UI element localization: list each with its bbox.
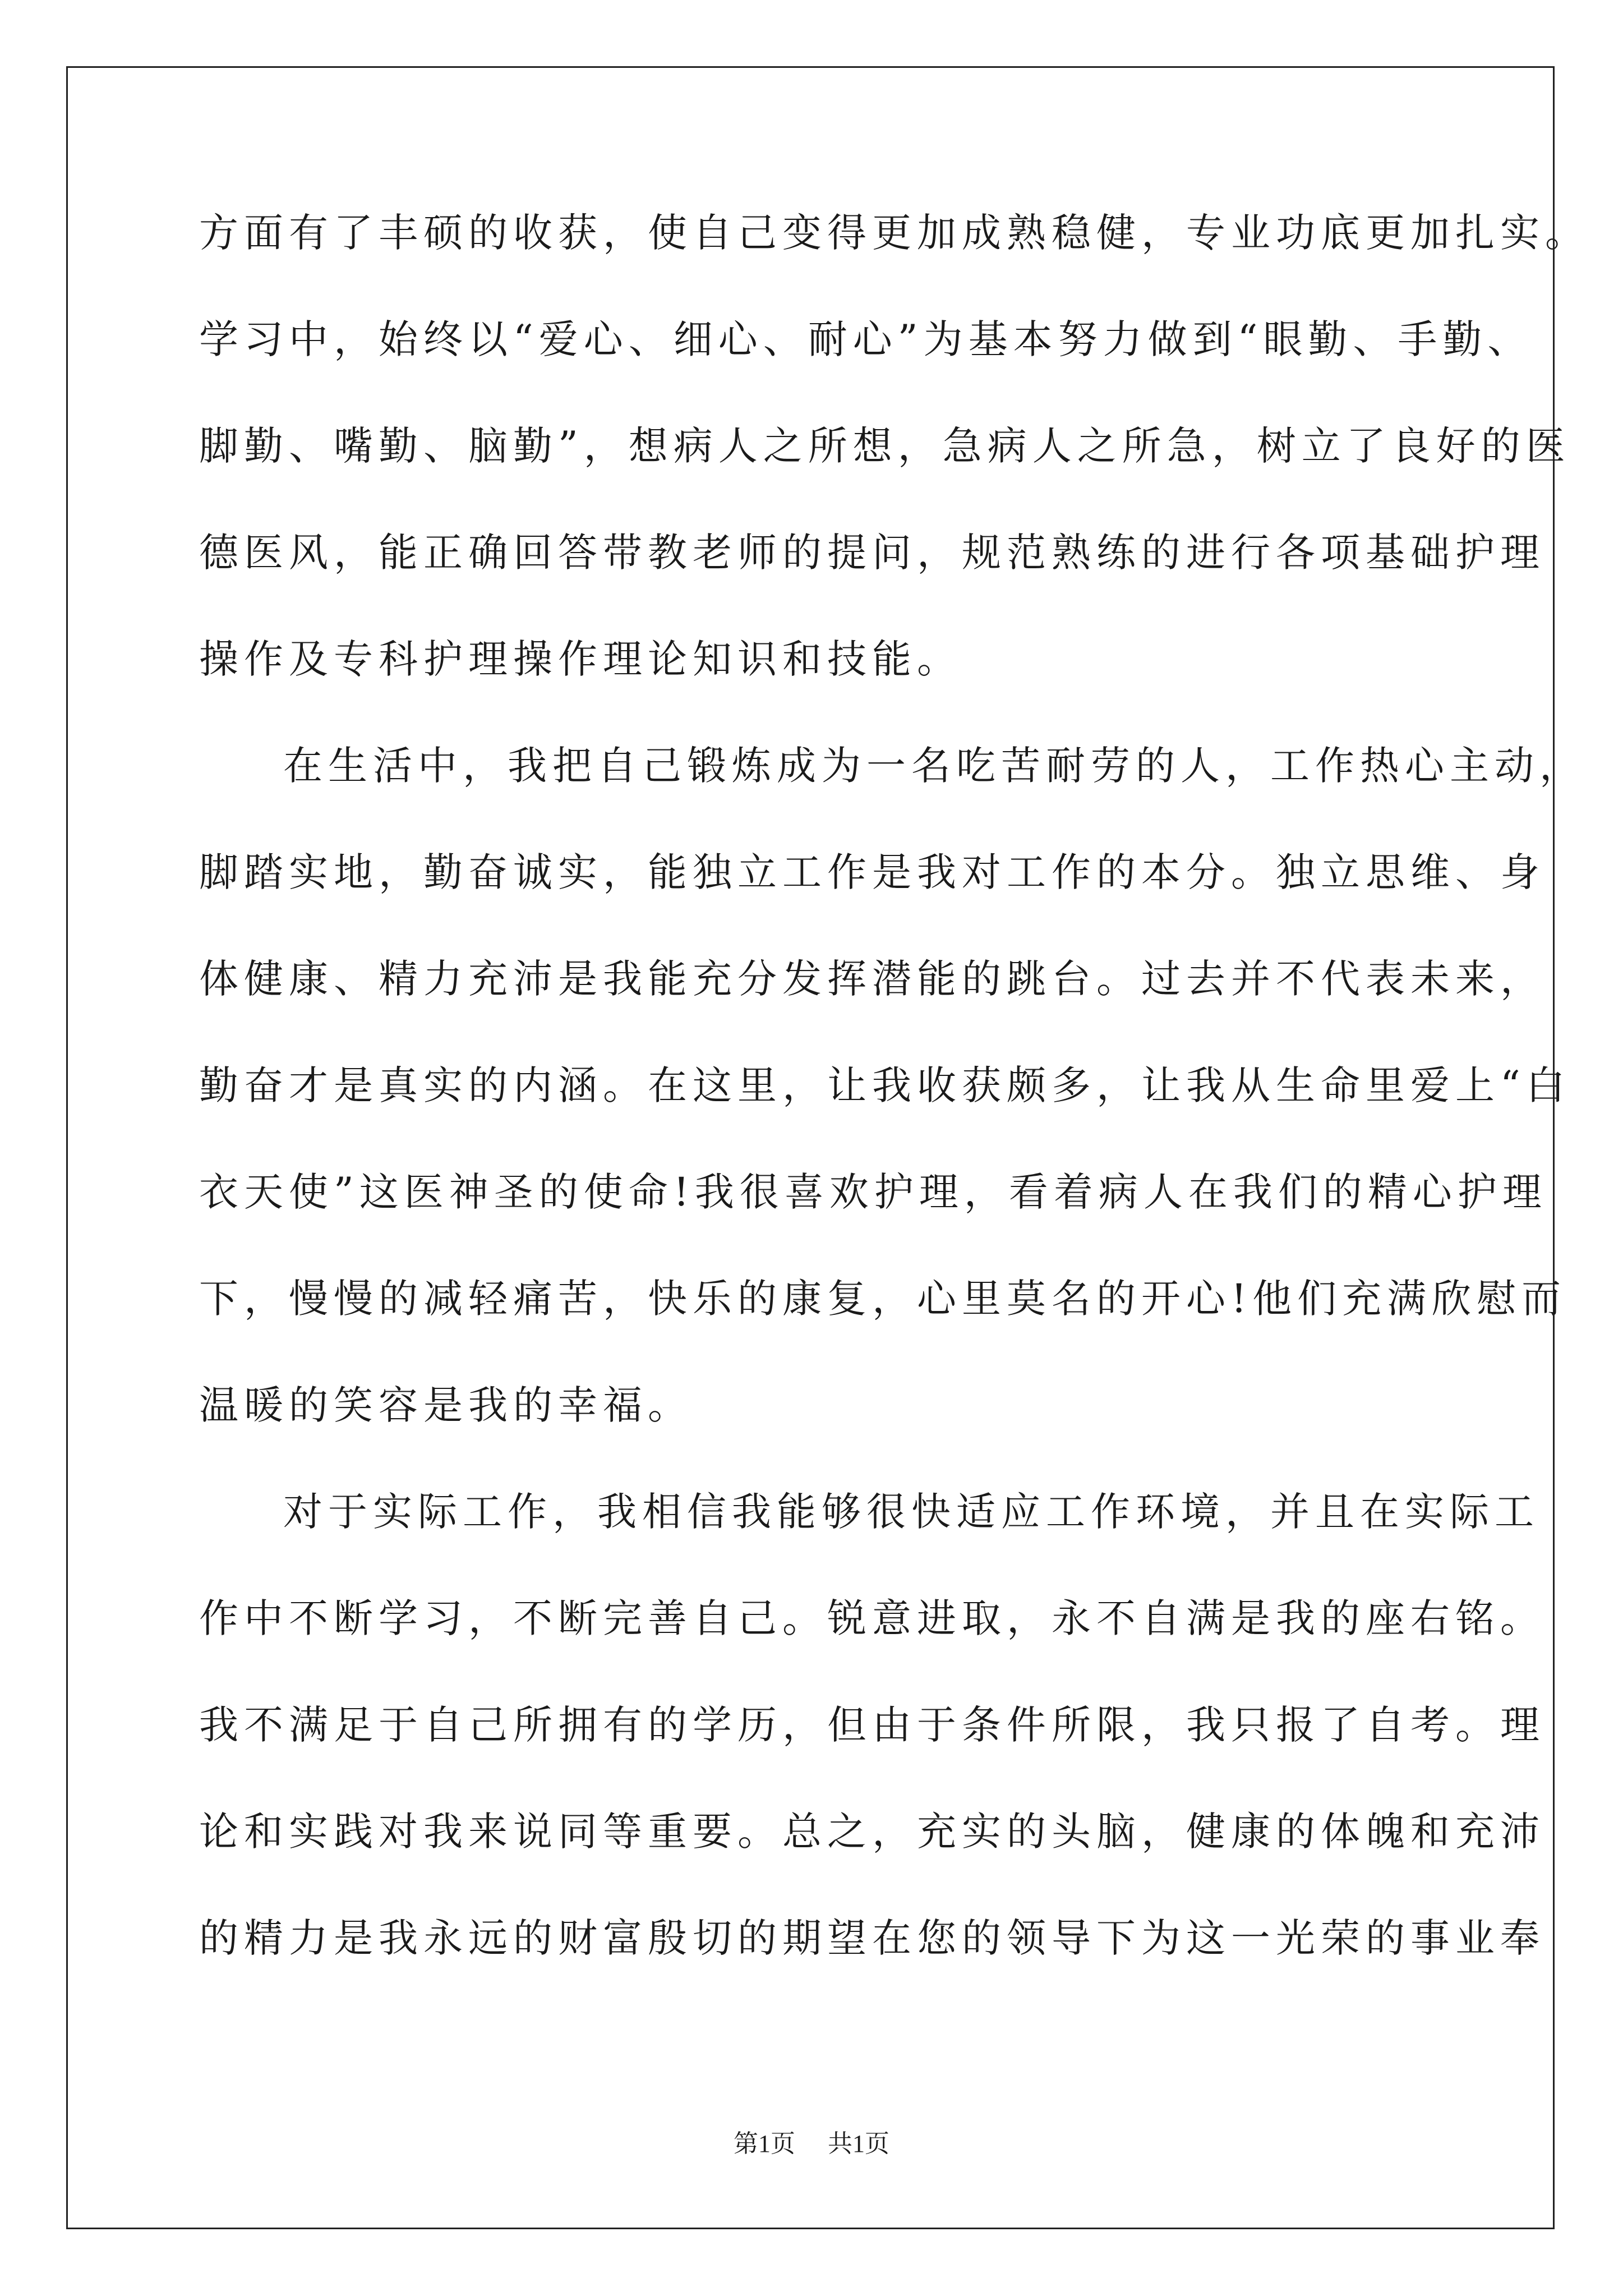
page-footer bbox=[0, 2127, 1623, 2161]
page-total: 共1页 bbox=[828, 2130, 889, 2157]
text-line: 的精力是我永远的财富殷切的期望在您的领导下为这一光荣的事业奉 bbox=[199, 1915, 1545, 1961]
text-line: 德医风，能正确回答带教老师的提问，规范熟练的进行各项基础护理 bbox=[199, 530, 1545, 576]
text-line: 方面有了丰硕的收获，使自己变得更加成熟稳健，专业功底更加扎实。 bbox=[199, 210, 1590, 256]
text-line: 我不满足于自己所拥有的学历，但由于条件所限，我只报了自考。理 bbox=[199, 1702, 1545, 1748]
text-line: 在生活中，我把自己锻炼成为一名吃苦耐劳的人，工作热心主动， bbox=[283, 743, 1584, 789]
page-number: 第1页 bbox=[734, 2130, 795, 2157]
text-line: 温暖的笑容是我的幸福。 bbox=[199, 1382, 693, 1428]
text-line: 下，慢慢的减轻痛苦，快乐的康复，心里莫名的开心!他们充满欣慰而 bbox=[199, 1276, 1567, 1322]
text-line: 操作及专科护理操作理论知识和技能。 bbox=[199, 636, 962, 682]
text-line: 勤奋才是真实的内涵。在这里，让我收获颇多，让我从生命里爱上“白 bbox=[199, 1062, 1571, 1108]
text-line: 作中不断学习，不断完善自己。锐意进取，永不自满是我的座右铭。 bbox=[199, 1595, 1545, 1641]
document-body bbox=[199, 208, 1590, 2019]
text-line: 论和实践对我来说同等重要。总之，充实的头脑，健康的体魄和充沛 bbox=[199, 1809, 1545, 1855]
text-line: 脚踏实地，勤奋诚实，能独立工作是我对工作的本分。独立思维、身 bbox=[199, 849, 1545, 895]
text-line: 学习中，始终以“爱心、细心、耐心”为基本努力做到“眼勤、手勤、 bbox=[199, 316, 1533, 362]
text-line: 衣天使”这医神圣的使命!我很喜欢护理，看着病人在我们的精心护理 bbox=[199, 1169, 1547, 1215]
text-line: 脚勤、嘴勤、脑勤”，想病人之所想，急病人之所急，树立了良好的医 bbox=[199, 423, 1571, 469]
text-line: 体健康、精力充沛是我能充分发挥潜能的跳台。过去并不代表未来， bbox=[199, 956, 1545, 1002]
text-line: 对于实际工作，我相信我能够很快适应工作环境，并且在实际工 bbox=[283, 1489, 1539, 1535]
